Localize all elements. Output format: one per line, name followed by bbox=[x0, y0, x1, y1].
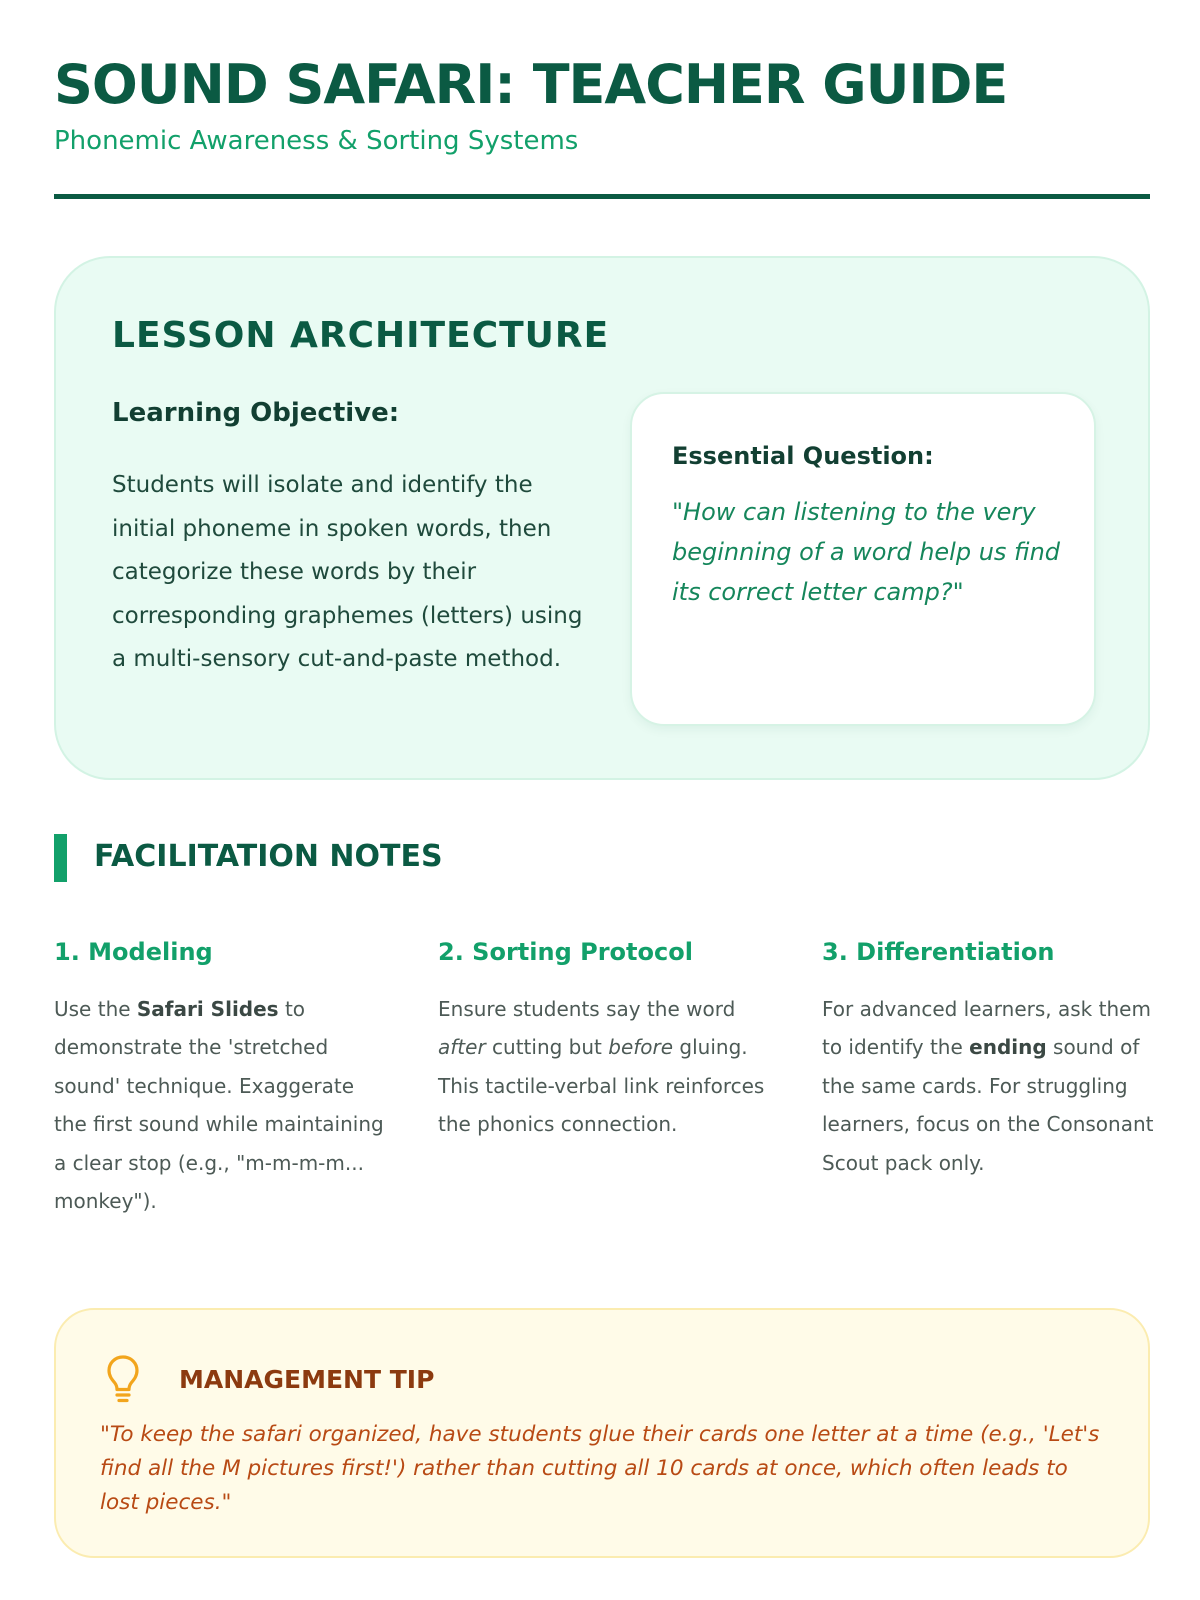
management-tip-title: MANAGEMENT TIP bbox=[179, 1365, 435, 1394]
lesson-architecture-title: LESSON ARCHITECTURE bbox=[112, 315, 610, 356]
header-divider bbox=[54, 194, 1150, 199]
learning-objective-label: Learning Objective: bbox=[112, 398, 400, 428]
management-tip-panel bbox=[54, 1308, 1150, 1558]
note-body: Ensure students say the word after cutting but before gluing. This tactile-verbal link reinforces the phonics connection. bbox=[438, 997, 765, 1137]
page-subtitle: Phonemic Awareness & Sorting Systems bbox=[54, 126, 579, 156]
emphasis-text: before bbox=[608, 1035, 674, 1060]
essential-question-card bbox=[630, 392, 1096, 726]
lightbulb-icon bbox=[106, 1354, 140, 1404]
note-body: For advanced learners, ask them to identify the ending sound of the same cards. For struggling learners, focus on the Consonant Scout pack only. bbox=[822, 997, 1154, 1175]
note-heading: 3. Differentiation bbox=[822, 938, 1055, 966]
note-differentiation bbox=[822, 936, 1152, 1182]
lesson-architecture-panel bbox=[54, 256, 1150, 780]
note-heading: 1. Modeling bbox=[54, 938, 213, 966]
learning-objective-text: Students will isolate and identify the initial phoneme in spoken words, then categorize these words by their corresponding graphemes (letters) using a multi-sensory cut-and-paste method. bbox=[112, 472, 583, 673]
facilitation-notes-title: FACILITATION NOTES bbox=[94, 839, 443, 874]
note-body: Use the Safari Slides to demonstrate the 'stretched sound' technique. Exaggerate the first sound while maintaining a clear stop (e.g., "m-m-m-m... monkey"). bbox=[54, 997, 384, 1214]
note-sorting-protocol bbox=[438, 936, 768, 1144]
emphasis-text: Safari Slides bbox=[136, 997, 279, 1021]
note-heading: 2. Sorting Protocol bbox=[438, 938, 693, 966]
note-modeling bbox=[54, 936, 384, 1220]
essential-question-label: Essential Question: bbox=[672, 442, 934, 470]
management-tip-text: "To keep the safari organized, have students glue their cards one letter at a time (e.g., 'Let's find all the M pictures first!') rather than cutting all 10 cards at once, which often leads to lost pieces." bbox=[100, 1422, 1100, 1515]
facilitation-accent-bar bbox=[54, 834, 67, 882]
page-title: SOUND SAFARI: TEACHER GUIDE bbox=[54, 53, 1008, 116]
emphasis-text: after bbox=[438, 1035, 486, 1060]
essential-question-text: "How can listening to the very beginning of a word help us find its correct letter camp?" bbox=[672, 498, 1061, 606]
document-header bbox=[54, 54, 1150, 158]
emphasis-text: ending bbox=[969, 1035, 1047, 1060]
